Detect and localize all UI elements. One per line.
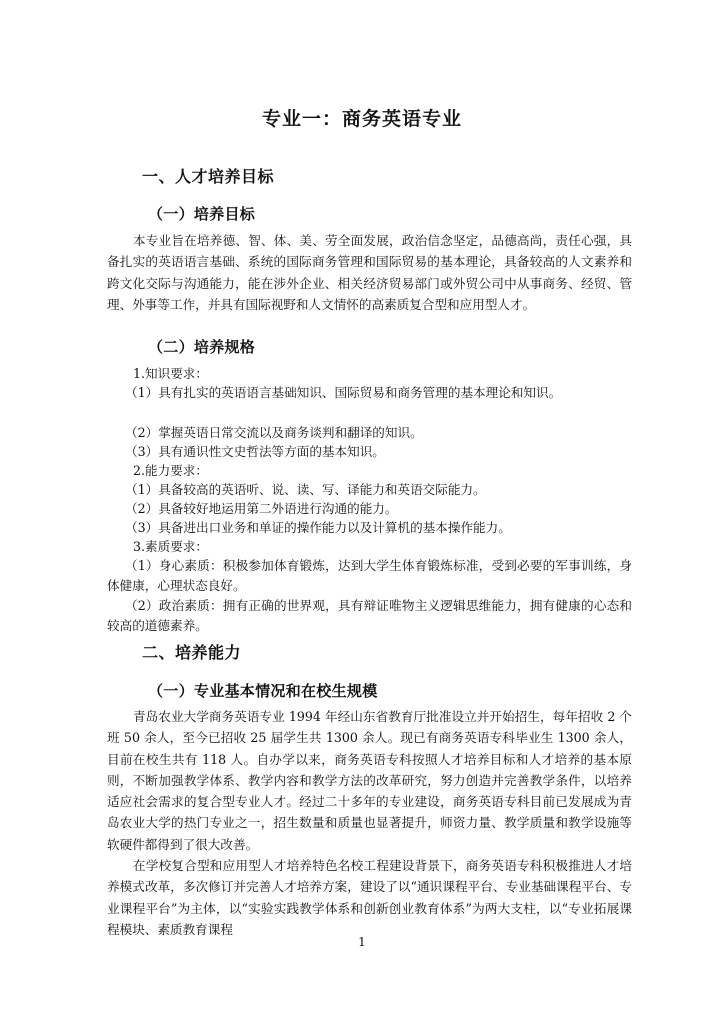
- subsection-heading-training-goals: （一）培养目标: [148, 205, 256, 223]
- knowledge-item-1: （1）具有扎实的英语语言基础知识、国际贸易和商务管理的基本理论和知识。: [125, 385, 562, 400]
- basic-info-paragraph-1: 青岛农业大学商务英语专业 1994 年经山东省教育厅批准设立并开始招生，每年招收 2 个班 50 余人，至今已招收 25 届学生共 1300 余人。现已有商务英语专科毕业生 1300 余人，目前在校生共有 118 人。自办学以来，商务英语专科按照人才培养目标和人才培养的基本原则，不断加强教学体系、教学内容和教学方法的改革研究，努力创造并完善教学条件，以培养适应社会需求的复合型专业人才。经过二十多年的专业建设，商务英语专科目前已发展成为青岛农业大学的热门专业之一，招生数量和质量也显著提升，师资力量、教学质量和教学设施等软硬件都得到了很大改善。: [107, 709, 632, 852]
- page-number: 1: [358, 935, 366, 949]
- knowledge-item-3: （3）具有通识性文史哲法等方面的基本知识。: [125, 444, 385, 459]
- quality-requirements-label: 3.素质要求：: [133, 539, 208, 554]
- subsection-heading-training-specs: （二）培养规格: [148, 338, 256, 356]
- ability-item-2: （2）具备较好地运用第二外语进行沟通的能力。: [125, 501, 398, 516]
- quality-item-2: （2）政治素质：拥有正确的世界观，具有辩证唯物主义逻辑思维能力，拥有健康的心态和较高的道德素养。: [107, 598, 632, 633]
- ability-item-1: （1）具备较高的英语听、说、读、写、译能力和英语交际能力。: [125, 482, 486, 497]
- section-heading-talent-goals: 一、人才培养目标: [142, 167, 275, 186]
- document-title: 专业一：商务英语专业: [261, 108, 462, 130]
- knowledge-item-2: （2）掌握英语日常交流以及商务谈判和翻译的知识。: [125, 425, 423, 440]
- subsection-heading-basic-info: （一）专业基本情况和在校生规模: [148, 682, 378, 700]
- ability-item-3: （3）具备进出口业务和单证的操作能力以及计算机的基本操作能力。: [125, 520, 511, 535]
- quality-item-1: （1）身心素质：积极参加体育锻炼，达到大学生体育锻炼标准，受到必要的军事训练，身体健康，心理状态良好。: [107, 558, 632, 593]
- ability-requirements-label: 2.能力要求：: [133, 463, 208, 478]
- section-heading-training-capacity: 二、培养能力: [142, 643, 242, 662]
- training-goals-paragraph: 本专业旨在培养德、智、体、美、劳全面发展，政治信念坚定，品德高尚，责任心强，具备扎实的英语语言基础、系统的国际商务管理和国际贸易的基本理论，具备较高的人文素养和跨文化交际与沟通能力，能在涉外企业、相关经济贸易部门或外贸公司中从事商务、经贸、管理、外事等工作，并具有国际视野和人文情怀的高素质复合型和应用型人才。: [107, 233, 632, 312]
- knowledge-requirements-label: 1.知识要求：: [133, 366, 208, 381]
- basic-info-paragraph-2: 在学校复合型和应用型人才培养特色名校工程建设背景下，商务英语专科积极推进人才培养模式改革，多次修订并完善人才培养方案，建设了以“通识课程平台、专业基础课程平台、专业课程平台”为主体，以“实验实践教学体系和创新创业教育体系”为两大支柱，以“专业拓展课程模块、素质教育课程: [107, 858, 632, 937]
